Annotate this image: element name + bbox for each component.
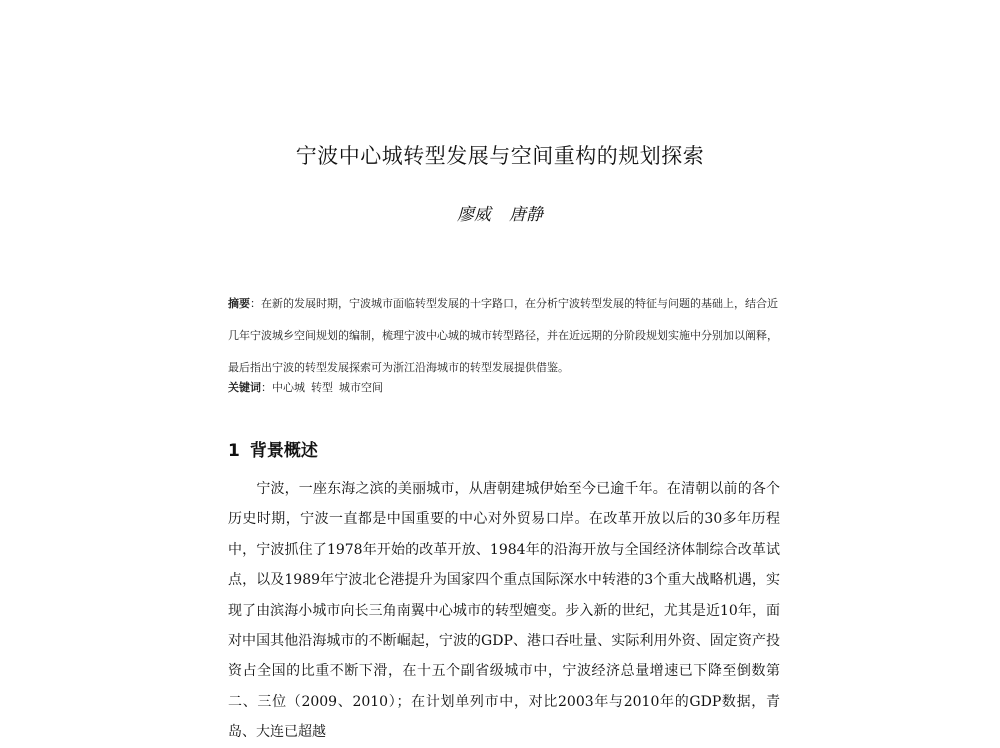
paper-authors bbox=[0, 200, 1000, 225]
abstract-label: 摘要 bbox=[228, 297, 250, 310]
section-number: 1 bbox=[228, 441, 240, 461]
abstract-text: ：在新的发展时期，宁波城市面临转型发展的十字路口，在分析宁波转型发展的特征与问题的基础上，结合近几年宁波城乡空间规划的编制，梳理宁波中心城的城市转型路径，并在近远期的分阶段规划实施中分别加以阐释，最后指出宁波的转型发展探索可为浙江沿海城市的转型发展提供借鉴。 bbox=[228, 297, 778, 374]
section-heading bbox=[228, 436, 318, 461]
paragraph-text: 宁波，一座东海之滨的美丽城市，从唐朝建城伊始至今已逾千年。在清朝以前的各个历史时期，宁波一直都是中国重要的中心对外贸易口岸。在改革开放以后的30多年历程中，宁波抓住了1978年开始的改革开放、1984年的沿海开放与全国经济体制综合改革试点，以及1989年宁波北仑港提升为国家四个重点国际深水中转港的3个重大战略机遇，实现了由滨海小城市向长三角南翼中心城市的转型嬗变。步入新的世纪，尤其是近10年，面对中国其他沿海城市的不断崛起，宁波的GDP、港口吞吐量、实际利用外资、固定资产投资占全国的比重不断下滑，在十五个副省级城市中，宁波经济总量增速已下降至倒数第二、三位（2009、2010）；在计划单列市中，对比2003年与2010年的GDP数据，青岛、大连已超越 bbox=[228, 481, 781, 741]
keywords-separator: ： bbox=[261, 381, 272, 394]
section-title: 背景概述 bbox=[249, 441, 318, 461]
keyword: 城市空间 bbox=[339, 381, 383, 394]
paper-title: 宁波中心城转型发展与空间重构的规划探索 bbox=[295, 144, 705, 168]
author-name: 廖威 bbox=[457, 205, 491, 225]
abstract bbox=[228, 288, 778, 384]
body-text bbox=[228, 474, 780, 748]
keyword: 中心城 bbox=[272, 381, 305, 394]
author-name: 唐静 bbox=[509, 205, 543, 225]
paragraph bbox=[228, 474, 780, 748]
keywords-label: 关键词 bbox=[228, 381, 261, 394]
keywords bbox=[228, 379, 778, 395]
keyword: 转型 bbox=[311, 381, 333, 394]
